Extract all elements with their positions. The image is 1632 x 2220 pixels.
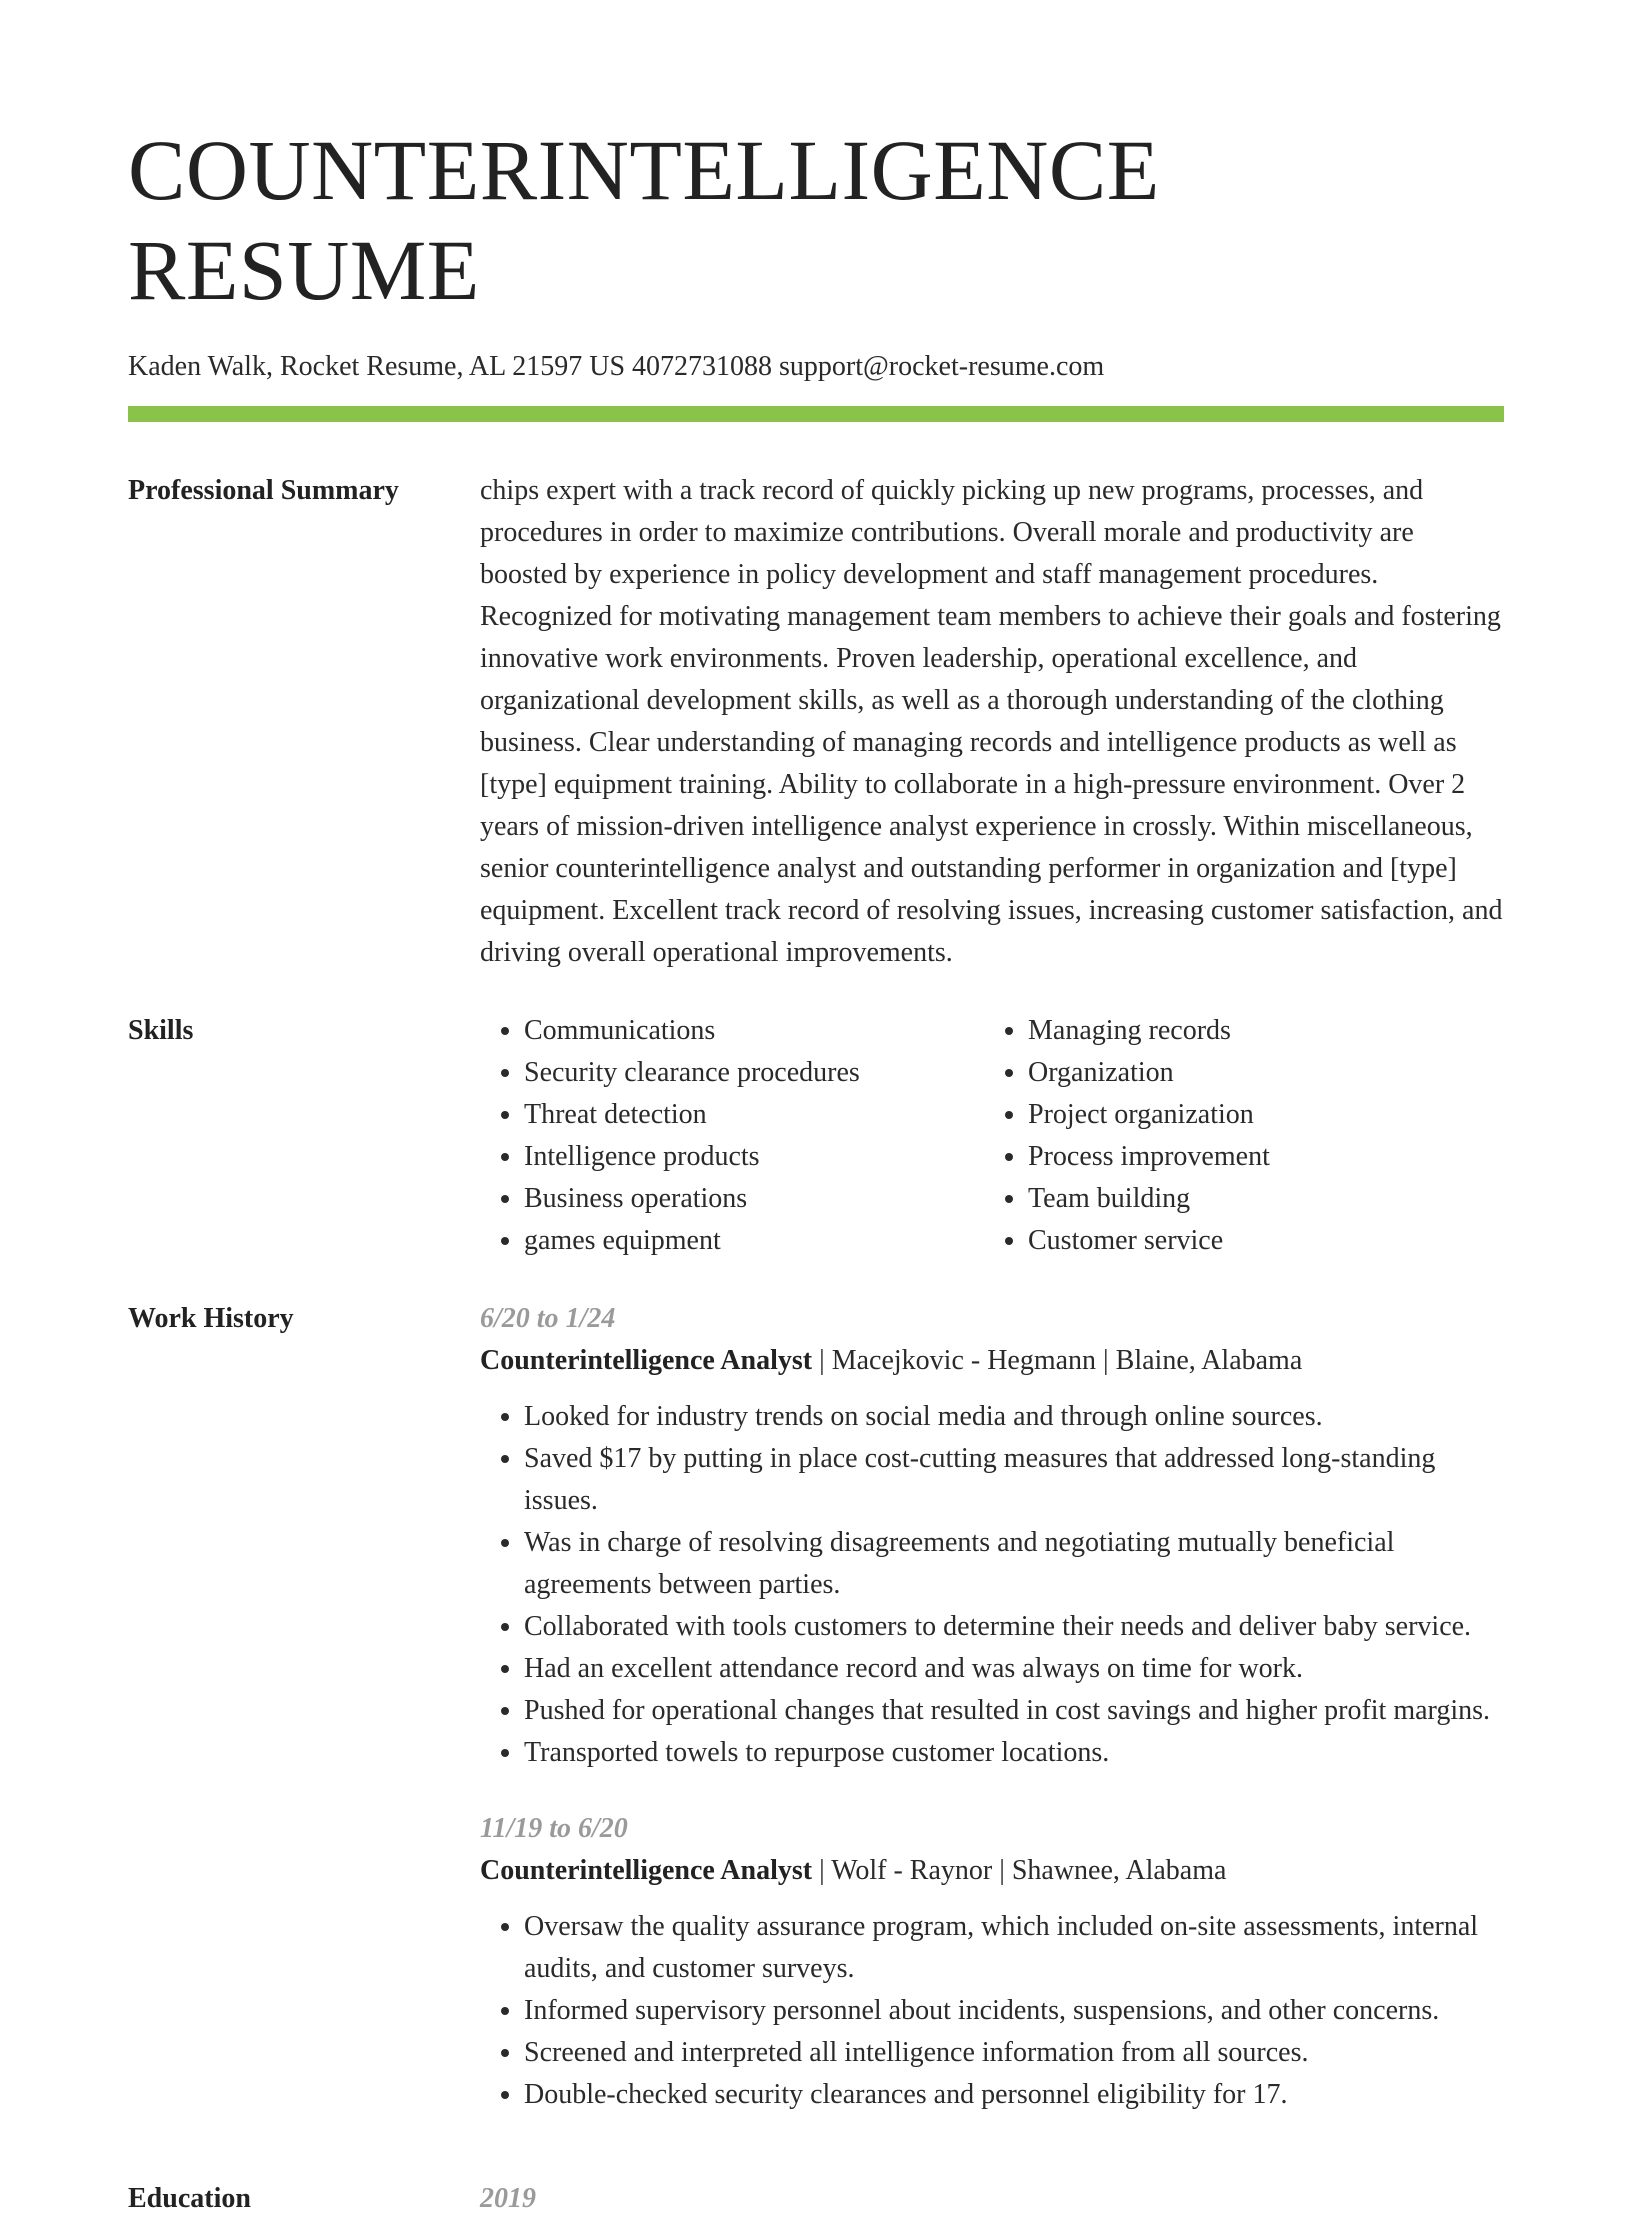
section-label-education: Education bbox=[128, 2183, 251, 2214]
education-date: 2019 bbox=[480, 2183, 536, 2214]
summary-text: chips expert with a track record of quickly picking up new programs, processes, and procedures in order to maximize contributions. Overall morale and productivity are boosted by experience in policy development and staff management procedures. Recognized for motivating management team members to achieve their goals and fostering innovative work environments. Proven leadership, operational excellence, and organizational development skills, as well as a thorough understanding of the clothing business. Clear understanding of managing records and intelligence products as well as [type] equipment training. Ability to collaborate in a high-pressure environment. Over 2 years of mission-driven intelligence analyst experience in crossly. Within miscellaneous, senior counterintelligence analyst and outstanding performer in organization and [type] equipment. Excellent track record of resolving issues, increasing customer satisfaction, and driving overall operational improvements. bbox=[480, 475, 1503, 968]
job-bullet: • Double-checked security clearances and personnel eligibility for 17. bbox=[524, 2074, 1504, 2116]
skill-item: • Organization bbox=[1028, 1052, 1498, 1094]
job-bullet: • Oversaw the quality assurance program, which included on-site assessments, internal audits, and customer surveys. bbox=[524, 1906, 1504, 1990]
job-heading bbox=[480, 1850, 1504, 1892]
skill-item: • Managing records bbox=[1028, 1010, 1498, 1052]
section-label-work: Work History bbox=[128, 1303, 294, 1334]
job-bullet: • Informed supervisory personnel about incidents, suspensions, and other concerns. bbox=[524, 1990, 1504, 2032]
job-entry bbox=[480, 1808, 1504, 2116]
job-details: | Macejkovic - Hegmann | Blaine, Alabama bbox=[812, 1345, 1303, 1376]
skill-item: • Customer service bbox=[1028, 1220, 1498, 1262]
job-entry bbox=[480, 1298, 1504, 1774]
job-bullet: • Transported towels to repurpose customer locations. bbox=[524, 1732, 1504, 1774]
job-bullet: • Looked for industry trends on social media and through online sources. bbox=[524, 1396, 1504, 1438]
skills-section bbox=[128, 1010, 1504, 1262]
skill-item: • Communications bbox=[524, 1010, 984, 1052]
skill-item: • Project organization bbox=[1028, 1094, 1498, 1136]
work-history-section bbox=[128, 1298, 1504, 2150]
job-bullet: • Saved $17 by putting in place cost-cutting measures that addressed long-standing issues. bbox=[524, 1438, 1504, 1522]
job-title: Counterintelligence Analyst bbox=[480, 1345, 813, 1376]
accent-divider bbox=[128, 406, 1504, 422]
job-bullets bbox=[480, 1906, 1504, 2116]
skills-list-left bbox=[480, 1010, 984, 1262]
job-bullet: • Pushed for operational changes that resulted in cost savings and higher profit margins. bbox=[524, 1690, 1504, 1732]
professional-summary-section bbox=[128, 470, 1504, 974]
skill-item: • Business operations bbox=[524, 1178, 984, 1220]
job-bullet: • Had an excellent attendance record and was always on time for work. bbox=[524, 1648, 1504, 1690]
job-heading bbox=[480, 1340, 1504, 1382]
job-bullet: • Screened and interpreted all intelligence information from all sources. bbox=[524, 2032, 1504, 2074]
job-title: Counterintelligence Analyst bbox=[480, 1855, 813, 1886]
job-bullet: • Collaborated with tools customers to determine their needs and deliver baby service. bbox=[524, 1606, 1504, 1648]
job-details: | Wolf - Raynor | Shawnee, Alabama bbox=[812, 1855, 1227, 1886]
skill-item: • games equipment bbox=[524, 1220, 984, 1262]
job-bullet: • Was in charge of resolving disagreements and negotiating mutually beneficial agreements between parties. bbox=[524, 1522, 1504, 1606]
skill-item: • Threat detection bbox=[524, 1094, 984, 1136]
job-dates: 11/19 to 6/20 bbox=[480, 1813, 628, 1844]
job-bullets bbox=[480, 1396, 1504, 1774]
skill-item: • Security clearance procedures bbox=[524, 1052, 984, 1094]
skills-list-right bbox=[984, 1010, 1498, 1262]
skill-item: • Team building bbox=[1028, 1178, 1498, 1220]
skill-item: • Intelligence products bbox=[524, 1136, 984, 1178]
education-section bbox=[128, 2178, 1504, 2220]
section-label-skills: Skills bbox=[128, 1015, 194, 1046]
contact-line: Kaden Walk, Rocket Resume, AL 21597 US 4072731088 support@rocket-resume.com bbox=[128, 351, 1105, 382]
resume-title: COUNTERINTELLIGENCE RESUME bbox=[128, 122, 1160, 318]
section-label-summary: Professional Summary bbox=[128, 475, 399, 506]
job-dates: 6/20 to 1/24 bbox=[480, 1303, 616, 1334]
skill-item: • Process improvement bbox=[1028, 1136, 1498, 1178]
